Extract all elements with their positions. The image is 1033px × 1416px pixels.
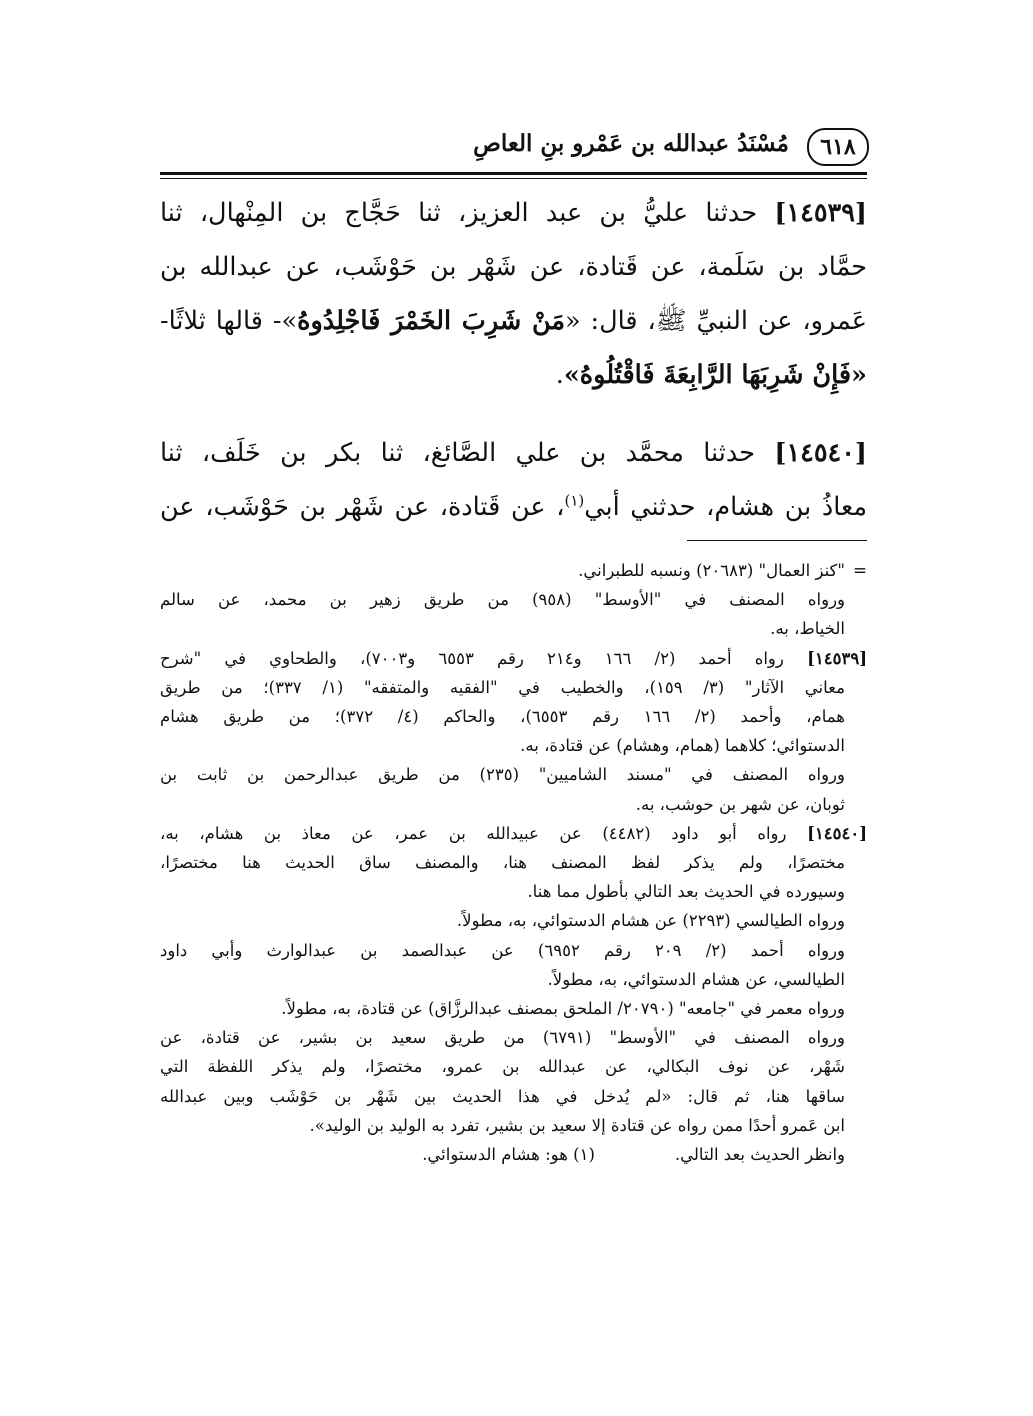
- footnote-hadith-ref: [١٤٥٤٠]: [807, 823, 867, 843]
- footnote-line: همام، وأحمد (٢/ ١٦٦ رقم ٦٥٥٣)، والحاكم (٤/ ٣٧٢)؛ من طريق هشام: [160, 707, 845, 727]
- footnote-reference[interactable]: (١): [564, 491, 585, 510]
- footnote-line: معاني الآثار" (٣/ ١٥٩)، والخطيب في "الفقيه والمتفقه" (١/ ٣٣٧)؛ من طريق: [160, 677, 845, 697]
- footnote-line: وسيورده في الحديث بعد التالي بأطول مما هنا.: [527, 882, 845, 902]
- footnote-line: وانظر الحديث بعد التالي.: [674, 1145, 845, 1165]
- hadith-14540: [160, 426, 867, 534]
- main-text: [160, 186, 867, 534]
- footnote-line: "كنز العمال" (٢٠٦٨٣) ونسبه للطبراني.: [578, 561, 845, 580]
- footnote-line: ورواه المصنف في "الأوسط" (٩٥٨) من طريق زهير بن محمد، عن سالم: [160, 590, 846, 610]
- hadith-line: [١٤٥٤٠] حدثنا محمَّد بن علي الصَّائغ، ثنا بكر بن خَلَف، ثنا: [160, 438, 867, 468]
- footnote-line: شَهْر، عن نوف البكالي، عن عبدالله بن عمرو، مختصرًا، ولم يذكر اللفظة التي: [160, 1057, 845, 1077]
- footnote-line: ورواه المصنف في "الأوسط" (٦٧٩١) من طريق سعيد بن بشير، عن قتادة، عن: [160, 1028, 845, 1048]
- footnote-line: الدستوائي؛ كلاهما (همام، وهشام) عن قتادة، به.: [520, 736, 845, 756]
- footnote-separator: [687, 540, 867, 541]
- footnote-line: [١٤٥٤٠] رواه أبو داود (٤٤٨٢) عن عبيدالله بن عمر، عن معاذ بن هشام، به،: [160, 823, 867, 843]
- footnote-line: ورواه معمر في "جامعه" (٢٠٧٩٠/ الملحق بمصنف عبدالرزَّاق) عن قتادة، به، مطولاً.: [281, 999, 845, 1019]
- hadith-line: عَمرو، عن النبيِّ ﷺ، قال: «مَنْ شَرِبَ الخَمْرَ فَاجْلِدُوهُ»- قالها ثلاثًا-: [160, 306, 867, 336]
- header-rule-thin: [160, 178, 867, 179]
- footnote-line: ابن عَمرو أحدًا ممن رواه عن قتادة إلا سعيد بن بشير، تفرد به الوليد بن الوليد».: [309, 1115, 845, 1135]
- footnote-14539: [160, 644, 867, 819]
- hadith-line: «فَإِنْ شَرِبَهَا الرَّابِعَةَ فَاقْتُلُوهُ».: [555, 360, 867, 390]
- footnote-line: ساقها هنا، ثم قال: «لم يُدخل في هذا الحديث بين شَهْر بن حَوْشَب وبين عبدالله: [160, 1086, 845, 1106]
- page-header: [160, 128, 867, 174]
- footnote-line: [١٤٥٣٩] رواه أحمد (٢/ ١٦٦ و٢١٤ رقم ٦٥٥٣ و٧٠٠٣)، والطحاوي في "شرح: [160, 648, 867, 668]
- prophetic-text: «فَإِنْ شَرِبَهَا الرَّابِعَةَ فَاقْتُلُوهُ»: [563, 360, 867, 390]
- running-title: مُسْنَدُ عبدالله بن عَمْرو بنِ العاصِ: [473, 130, 789, 157]
- page-number: ٦١٨: [807, 128, 869, 166]
- hadith-line: معاذُ بن هشام، حدثني أبي$^{(١)}$، عن قَتادة، عن شَهْر بن حَوْشَب، عن: [160, 491, 867, 522]
- footnote-line: ورواه الطيالسي (٢٢٩٣) عن هشام الدستوائي، به، مطولاً.: [456, 911, 845, 931]
- footnote-line: ثوبان، عن شهر بن حوشب، به.: [635, 794, 845, 814]
- footnotes: [160, 556, 867, 1169]
- footnote-line: الخياط، به.: [770, 619, 845, 639]
- footnote-line: الطيالسي، عن هشام الدستوائي، به، مطولاً.: [547, 969, 845, 989]
- hadith-line: حمَّاد بن سَلَمة، عن قَتادة، عن شَهْر بن حَوْشَب، عن عبدالله بن: [160, 252, 867, 282]
- footnote-line: ورواه المصنف في "مسند الشاميين" (٢٣٥) من طريق عبدالرحمن بن ثابت بن: [160, 765, 845, 785]
- header-rule-thick: [160, 172, 867, 175]
- footnote-hadith-ref: [١٤٥٣٩]: [807, 648, 867, 668]
- book-page: [160, 0, 867, 1416]
- hadith-number: [١٤٥٤٠]: [774, 438, 867, 468]
- hadith-line: [١٤٥٣٩] حدثنا عليُّ بن عبد العزيز، ثنا حَجَّاج بن المِنْهال، ثنا: [160, 198, 867, 228]
- footnote-1: (١) هو: هشام الدستوائي.: [422, 1145, 595, 1165]
- hadith-number: [١٤٥٣٩]: [774, 198, 867, 228]
- footnote-continuation: [160, 556, 867, 644]
- footnote-14540: [160, 819, 867, 1169]
- continuation-marker: =: [853, 561, 867, 580]
- hadith-14539: [160, 186, 867, 402]
- footnote-line: ورواه أحمد (٢/ ٢٠٩ رقم ٦٩٥٢) عن عبدالصمد بن عبدالوارث وأبي داود: [160, 940, 845, 960]
- footnote-line: مختصرًا، ولم يذكر لفظ المصنف هنا، والمصنف ساق الحديث هنا مختصرًا،: [160, 853, 845, 873]
- footnote-last-row: [160, 1140, 867, 1169]
- prophetic-text: مَنْ شَرِبَ الخَمْرَ فَاجْلِدُوهُ: [297, 306, 566, 336]
